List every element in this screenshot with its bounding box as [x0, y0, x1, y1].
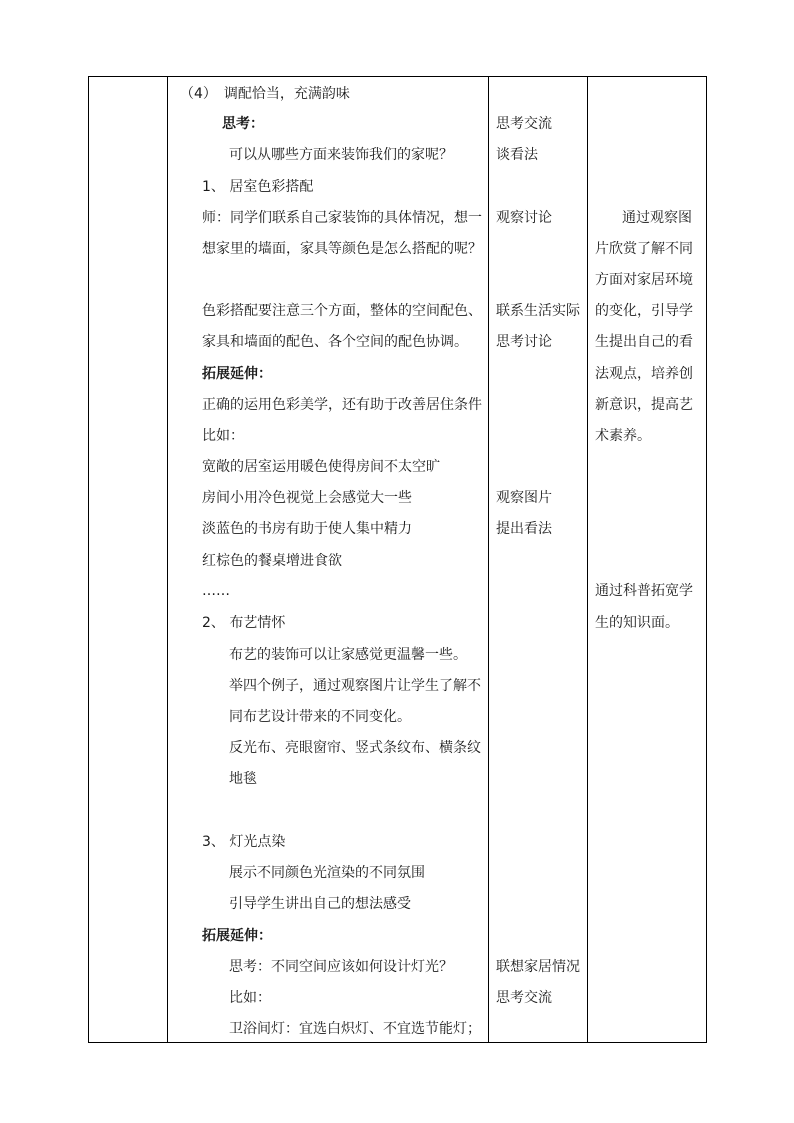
color-note-line-2: 家具和墙面的配色、各个空间的配色协调。: [202, 334, 468, 350]
teacher-question-line-1: 师：同学们联系自己家装饰的具体情况，想一: [202, 210, 482, 226]
intent-1-line-7: 新意识，提高艺: [595, 397, 693, 413]
intent-1-line-4: 的变化，引导学: [595, 303, 693, 319]
section-3-title: 3、 灯光点染: [202, 834, 286, 850]
extension-label-2: 拓展延伸：: [202, 928, 272, 944]
activity-think-discuss: 思考讨论: [496, 334, 552, 350]
fabric-line-4: 反光布、亮眼窗帘、竖式条纹布、横条纹: [229, 740, 481, 756]
think-label: 思考：: [222, 116, 264, 132]
activity-connect-life: 联系生活实际: [496, 303, 580, 319]
light-line-2: 引导学生讲出自己的想法感受: [229, 896, 411, 912]
activity-observe-discuss: 观察讨论: [496, 210, 552, 226]
step-heading: （4） 调配恰当，充满韵味: [180, 86, 350, 102]
color-note-line-1: 色彩搭配要注意三个方面，整体的空间配色、: [202, 303, 482, 319]
extension-label-1: 拓展延伸：: [202, 366, 272, 382]
intent-1-line-1: 通过观察图: [622, 210, 692, 226]
section-1-title: 1、 居室色彩搭配: [202, 179, 314, 195]
think-question: 可以从哪些方面来装饰我们的家呢？: [229, 147, 453, 163]
column-divider-1: [167, 76, 168, 1043]
intent-1-line-2: 片欣赏了解不同: [595, 241, 693, 257]
intent-2-line-1: 通过科普拓宽学: [595, 583, 693, 599]
example-item-2: 房间小用冷色视觉上会感觉大一些: [202, 490, 412, 506]
example-label-2: 比如：: [229, 990, 271, 1006]
table-right-border: [706, 76, 707, 1043]
activity-observe-pictures: 观察图片: [496, 490, 552, 506]
activity-think-exchange: 思考交流: [496, 116, 552, 132]
intent-1-line-5: 生提出自己的看: [595, 334, 693, 350]
example-item-3: 淡蓝色的书房有助于使人集中精力: [202, 521, 412, 537]
ellipsis: ……: [202, 583, 230, 599]
light-line-1: 展示不同颜色光渲染的不同氛围: [229, 865, 425, 881]
example-item-4: 红棕色的餐桌增进食欲: [202, 553, 342, 569]
fabric-line-2: 举四个例子，通过观察图片让学生了解不: [229, 678, 481, 694]
fabric-line-1: 布艺的装饰可以让家感觉更温馨一些。: [229, 647, 467, 663]
activity-associate-home: 联想家居情况: [496, 959, 580, 975]
bathroom-light-note: 卫浴间灯：宜选白炽灯、不宜选节能灯；: [229, 1021, 481, 1037]
light-think-question: 思考：不同空间应该如何设计灯光？: [229, 959, 453, 975]
teacher-question-line-2: 想家里的墙面，家具等颜色是怎么搭配的呢？: [202, 241, 482, 257]
activity-think-exchange-2: 思考交流: [496, 990, 552, 1006]
intent-2-line-2: 生的知识面。: [595, 615, 679, 631]
section-2-title: 2、 布艺情怀: [202, 615, 286, 631]
extension-text-1: 正确的运用色彩美学，还有助于改善居住条件: [202, 397, 482, 413]
activity-share-views: 谈看法: [496, 147, 538, 163]
table-top-border: [88, 76, 707, 77]
fabric-line-3: 同布艺设计带来的不同变化。: [229, 709, 411, 725]
intent-1-line-3: 方面对家居环境: [595, 272, 693, 288]
activity-raise-views: 提出看法: [496, 521, 552, 537]
intent-1-line-8: 术素养。: [595, 428, 651, 444]
example-item-1: 宽敞的居室运用暖色使得房间不太空旷: [202, 459, 440, 475]
fabric-line-5: 地毯: [229, 771, 257, 787]
example-label-1: 比如：: [202, 428, 244, 444]
column-divider-3: [587, 76, 588, 1043]
column-divider-2: [488, 76, 489, 1043]
intent-1-line-6: 法观点，培养创: [595, 366, 693, 382]
table-left-border: [88, 76, 89, 1043]
table-bottom-border: [88, 1042, 707, 1043]
